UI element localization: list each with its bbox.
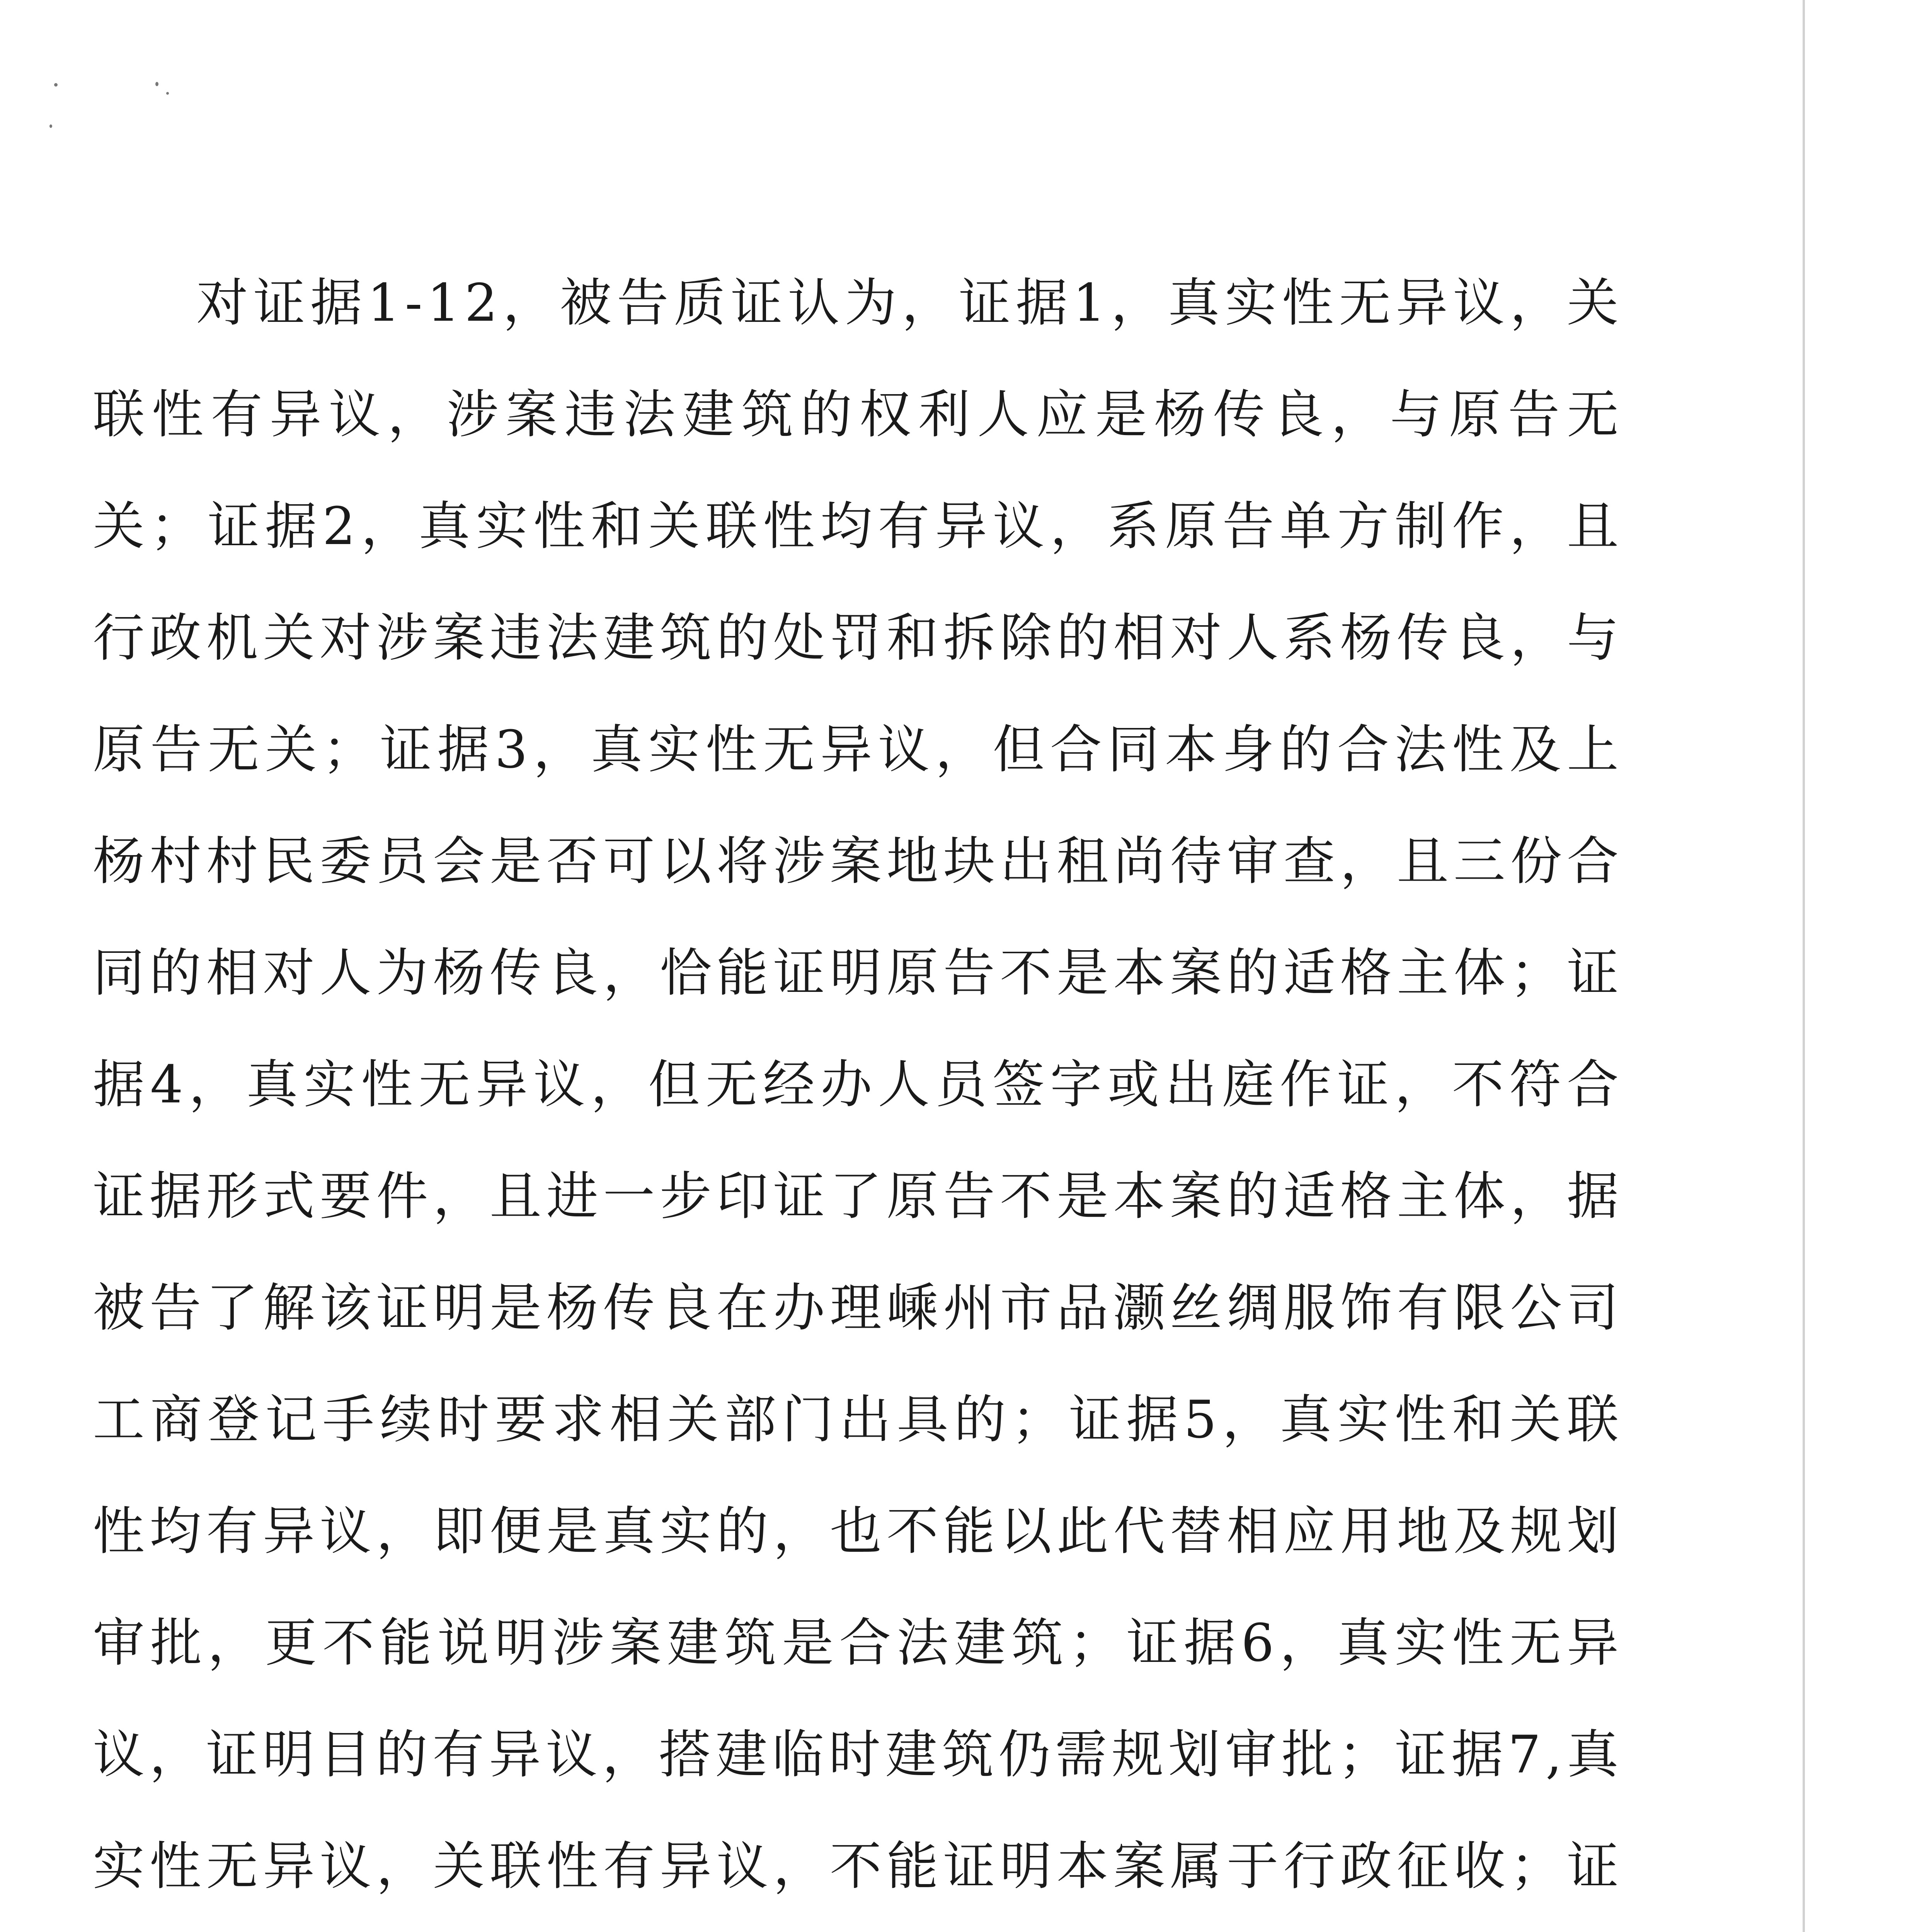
scan-speck <box>49 124 52 128</box>
paragraph-evidence-1-12: 对证据1-12，被告质证认为，证据1，真实性无异议，关联性有异议，涉案违法建筑的权利人应是杨传良，与原告无关；证据2，真实性和关联性均有异议，系原告单方制作，且行政机关对涉案违法建筑的处罚和拆除的相对人系杨传良，与原告无关；证据3，真实性无异议，但合同本身的合法性及上杨村村民委员会是否可以将涉案地块出租尚待审查，且三份合同的相对人为杨传良，恰能证明原告不是本案的适格主体；证据4，真实性无异议，但无经办人员签字或出庭作证，不符合证据形式要件，且进一步印证了原告不是本案的适格主体，据被告了解该证明是杨传良在办理嵊州市品灏丝绸服饰有限公司工商登记手续时要求相关部门出具的；证据5，真实性和关联性均有异议，即便是真实的，也不能以此代替相应用地及规划审批，更不能说明涉案建筑是合法建筑；证据6，真实性无异议，证明目的有异议，搭建临时建筑仍需规划审批；证据7,真实性无异议，关联性有异议，不能证明本案属于行政征收；证 <box>93 273 1623 1896</box>
scan-speck <box>166 92 169 95</box>
scan-speck <box>155 82 158 86</box>
scan-edge <box>1803 0 1805 1932</box>
scan-speck <box>54 83 58 87</box>
document-body <box>93 247 1623 1932</box>
